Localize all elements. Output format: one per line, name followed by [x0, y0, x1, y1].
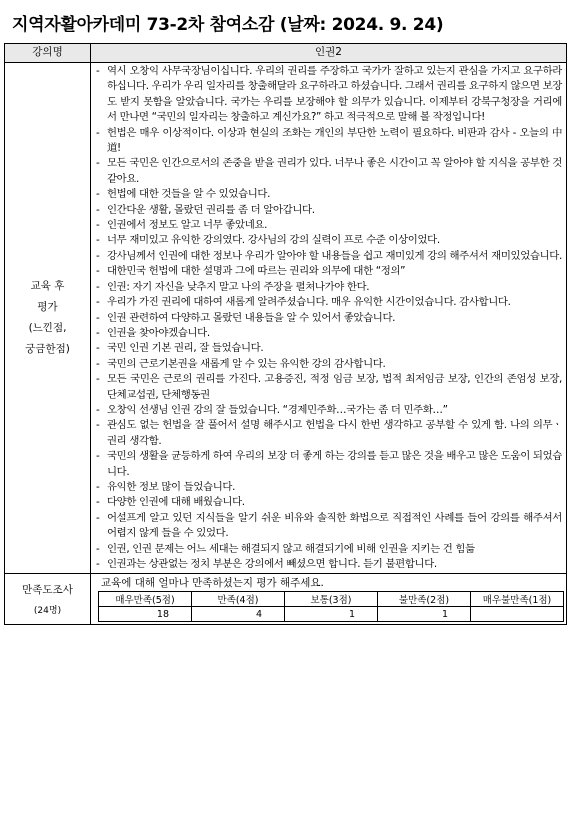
- lecture-name-label: 강의명: [5, 44, 91, 63]
- satisfaction-content: [91, 574, 567, 625]
- evaluation-row: [5, 63, 567, 574]
- feedback-item: - 헌법에 대한 것들을 알 수 있었습니다.: [95, 187, 562, 202]
- score-header-cell: 만족(4점): [192, 592, 285, 607]
- score-value-row: [99, 607, 564, 622]
- score-header-cell: 매우만족(5점): [99, 592, 192, 607]
- feedback-item: - 관심도 없는 헌법을 잘 풀어서 설명 해주시고 헌법을 다시 한번 생각하고 공부할 수 있게 함. 나의 의무ㆍ권리 생각함.: [95, 418, 562, 449]
- lecture-name-value: 인권2: [91, 44, 567, 63]
- feedback-item: - 우리가 가진 권리에 대하여 새롭게 알려주셨습니다. 매우 유익한 시간이었습니다. 감사합니다.: [95, 295, 562, 310]
- feedback-table: [4, 43, 567, 625]
- score-value-cell: 1: [285, 607, 378, 622]
- feedback-item: - 대한민국 헌법에 대한 설명과 그에 따르는 권리와 의무에 대한 “정의”: [95, 264, 562, 279]
- feedback-item: - 유익한 정보 많이 들었습니다.: [95, 480, 562, 495]
- score-value-cell: 18: [99, 607, 192, 622]
- feedback-item: - 다양한 인권에 대해 배웠습니다.: [95, 495, 562, 510]
- feedback-item: - 인권에서 정보도 알고 너무 좋았네요.: [95, 218, 562, 233]
- feedback-item: - 국민 인권 기본 권리, 잘 들었습니다.: [95, 341, 562, 356]
- feedback-item: - 어설프게 알고 있던 지식들을 알기 쉬운 비유와 솔직한 화법으로 직접적인 사례를 들어 강의를 해주셔서 어렵지 않게 들을 수 있었다.: [95, 511, 562, 542]
- score-value-cell: 4: [192, 607, 285, 622]
- evaluation-label-line: 궁금한점): [25, 343, 70, 356]
- evaluation-label-line: 교육 후: [30, 280, 65, 293]
- feedback-item: - 국민의 근로기본권을 새롭게 알 수 있는 유익한 강의 감사합니다.: [95, 357, 562, 372]
- evaluation-label-line: (느낀점,: [28, 322, 67, 335]
- feedback-item: - 오창익 선생님 인권 강의 잘 들었습니다. “경제민주화…국가는 좀 더 민주화…”: [95, 403, 562, 418]
- feedback-item: - 인권: 자기 자신을 낮추지 말고 나의 주장을 펼쳐나가야 한다.: [95, 280, 562, 295]
- feedback-item: - 인권 관련하여 다양하고 몰랐던 내용들을 알 수 있어서 좋았습니다.: [95, 311, 562, 326]
- header-row: [5, 44, 567, 63]
- feedback-item: - 국민의 생활을 균등하게 하여 우리의 보장 더 좋게 하는 강의를 듣고 많은 것을 배우고 많은 도움이 되었습니다.: [95, 449, 562, 480]
- evaluation-label-line: 평가: [37, 301, 58, 314]
- score-header-cell: 매우불만족(1점): [471, 592, 564, 607]
- feedback-item: - 인권을 찾아야겠습니다.: [95, 326, 562, 341]
- satisfaction-title: 만족도조사: [22, 584, 73, 597]
- feedback-item: - 모든 국민은 근로의 권리를 가진다. 고용증진, 적정 임금 보장, 법적 최저임금 보장, 인간의 존엄성 보장, 단체교섭권, 단체행동권: [95, 372, 562, 403]
- feedback-item: - 강사님께서 인권에 대한 정보나 우리가 알아야 할 내용들을 쉽고 재미있게 강의 해주셔서 재미있었습니다.: [95, 249, 562, 264]
- page-title: 지역자활아카데미 73-2차 참여소감 (날짜: 2024. 9. 24): [12, 15, 444, 35]
- score-header-cell: 불만족(2점): [378, 592, 471, 607]
- evaluation-content: [91, 63, 567, 574]
- score-header-row: [99, 592, 564, 607]
- satisfaction-question: 교육에 대해 얼마나 만족하셨는지 평가 해주세요.: [101, 577, 324, 590]
- score-value-cell: [471, 607, 564, 622]
- satisfaction-row: [5, 574, 567, 625]
- feedback-item: - 모든 국민은 인간으로서의 존중을 받을 권리가 있다. 너무나 좋은 시간이고 꼭 알아야 할 지식을 공부한 것 같아요.: [95, 156, 562, 187]
- feedback-item: - 너무 재미있고 유익한 강의였다. 강사님의 강의 실력이 프로 수준 이상이었다.: [95, 233, 562, 248]
- feedback-item: - 역시 오창익 사무국장님이십니다. 우리의 권리를 주장하고 국가가 잘하고 있는지 관심을 가지고 요구하라 하십니다. 우리가 우리 일자리를 창출해달라 요구하라고 하셨습니다. 그래서 권리를 요구하지 않으면 보장도 받지 못함을 알았습니다. 국가는 우리를 보장해야 할 의무가 있습니다. 이제부터 강북구청장을 거리에서 만나면 “국민의 일자리는 창출하고 계신가요?” 하고 적극적으로 말해 볼 작정입니다!: [95, 64, 562, 126]
- evaluation-label: [5, 63, 91, 574]
- score-table: [98, 591, 564, 622]
- feedback-item: - 인간다운 생활, 몰랐던 권리를 좀 더 알아갑니다.: [95, 203, 562, 218]
- score-header-cell: 보통(3점): [285, 592, 378, 607]
- feedback-list: [95, 64, 562, 572]
- score-value-cell: 1: [378, 607, 471, 622]
- respondent-count: (24명): [33, 606, 62, 617]
- feedback-item: - 헌법은 매우 이상적이다. 이상과 현실의 조화는 개인의 부단한 노력이 필요하다. 비판과 감사 - 오늘의 中道!: [95, 126, 562, 157]
- feedback-item: - 인권, 인권 문제는 어느 세대는 해결되지 않고 해결되기에 비해 인권을 지키는 건 힘듦: [95, 542, 562, 557]
- satisfaction-label: [5, 574, 91, 625]
- feedback-item: - 인권과는 상관없는 정치 부분은 강의에서 빼셨으면 합니다. 듣기 불편합니다.: [95, 557, 562, 572]
